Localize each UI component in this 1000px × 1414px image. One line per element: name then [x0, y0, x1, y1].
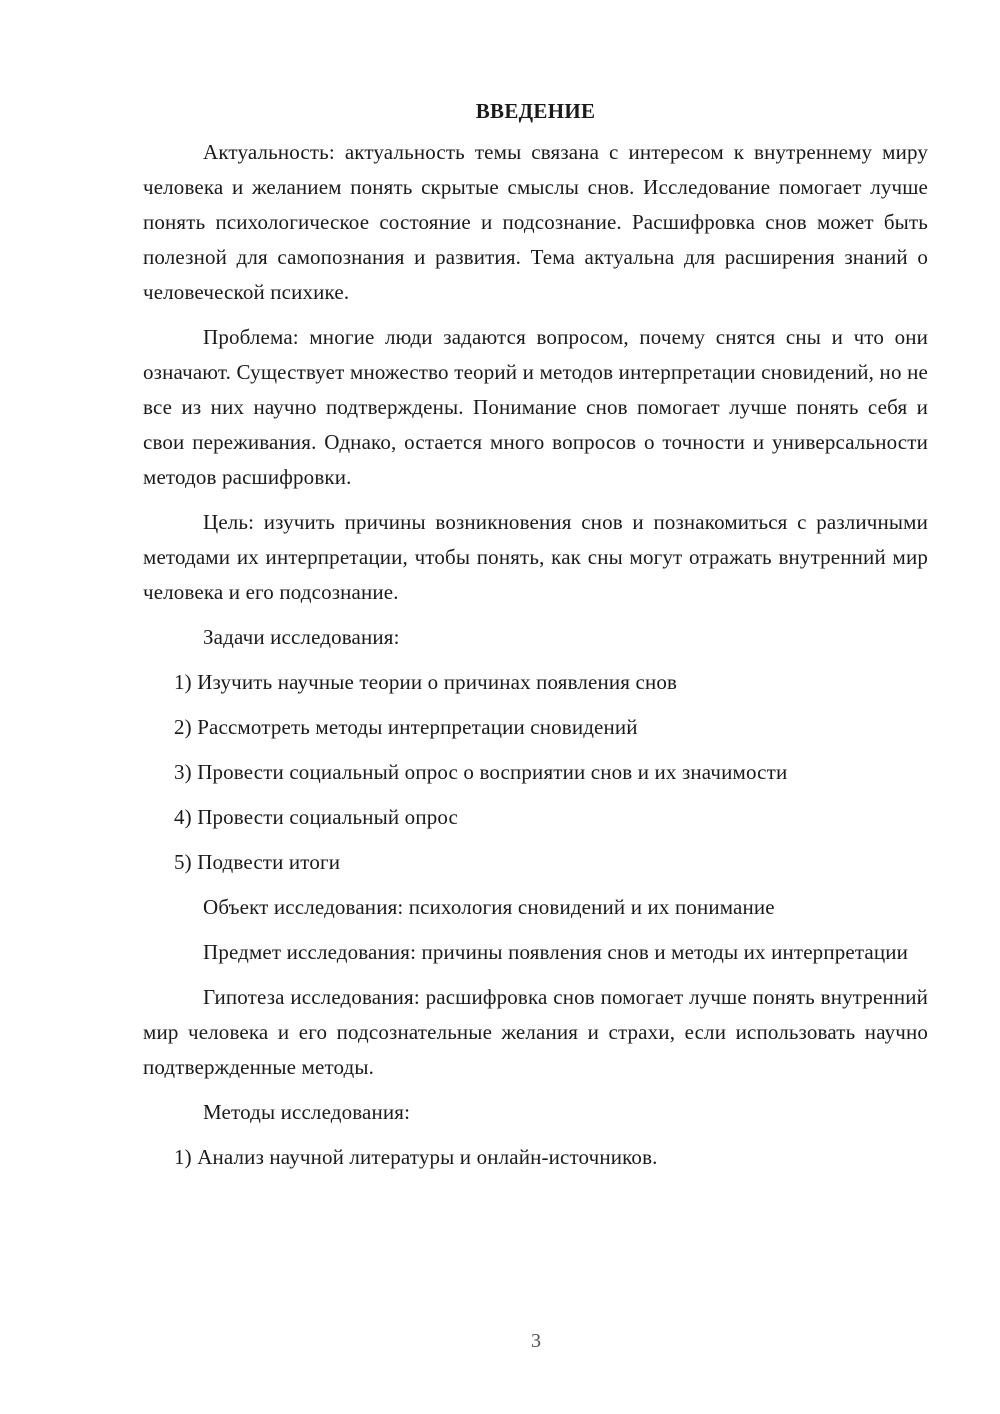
method-item-1: 1) Анализ научной литературы и онлайн-источников.: [174, 1145, 658, 1169]
task-item-2: 2) Рассмотреть методы интерпретации сновидений: [174, 715, 638, 739]
object-line: Объект исследования: психология сновидений и их понимание: [203, 895, 775, 919]
tasks-title: Задачи исследования:: [203, 625, 400, 649]
document-heading: ВВЕДЕНИЕ: [475, 99, 596, 123]
relevance-paragraph: Актуальность: актуальность темы связана с интересом к внутреннему миру человека и желанием понять скрытые смыслы снов. Исследование помогает лучше понять психологическое состояние и подсознание. Расшифровка снов может быть полезной для самопознания и развития. Тема актуальна для расширения знаний о человеческой психике.: [143, 140, 928, 304]
task-item-3: 3) Провести социальный опрос о восприятии снов и их значимости: [174, 760, 788, 784]
task-item-5: 5) Подвести итоги: [174, 850, 341, 874]
methods-title: Методы исследования:: [203, 1100, 411, 1124]
page-number: 3: [531, 1330, 541, 1352]
problem-paragraph: Проблема: многие люди задаются вопросом, почему снятся сны и что они означают. Существует множество теорий и методов интерпретации сновидений, но не все из них научно подтверждены. Понимание снов помогает лучше понять себя и свои переживания. Однако, остается много вопросов о точности и универсальности методов расшифровки.: [143, 325, 928, 489]
task-item-4: 4) Провести социальный опрос: [174, 805, 459, 829]
hypothesis-paragraph: Гипотеза исследования: расшифровка снов помогает лучше понять внутренний мир человека и его подсознательные желания и страхи, если использовать научно подтвержденные методы.: [143, 985, 928, 1079]
task-item-1: 1) Изучить научные теории о причинах появления снов: [174, 670, 678, 694]
subject-paragraph: Предмет исследования: причины появления снов и методы их интерпретации: [203, 940, 909, 964]
goal-paragraph: Цель: изучить причины возникновения снов и познакомиться с различными методами их интерпретации, чтобы понять, как сны могут отражать внутренний мир человека и его подсознание.: [143, 510, 928, 604]
document-page: [143, 95, 928, 1185]
